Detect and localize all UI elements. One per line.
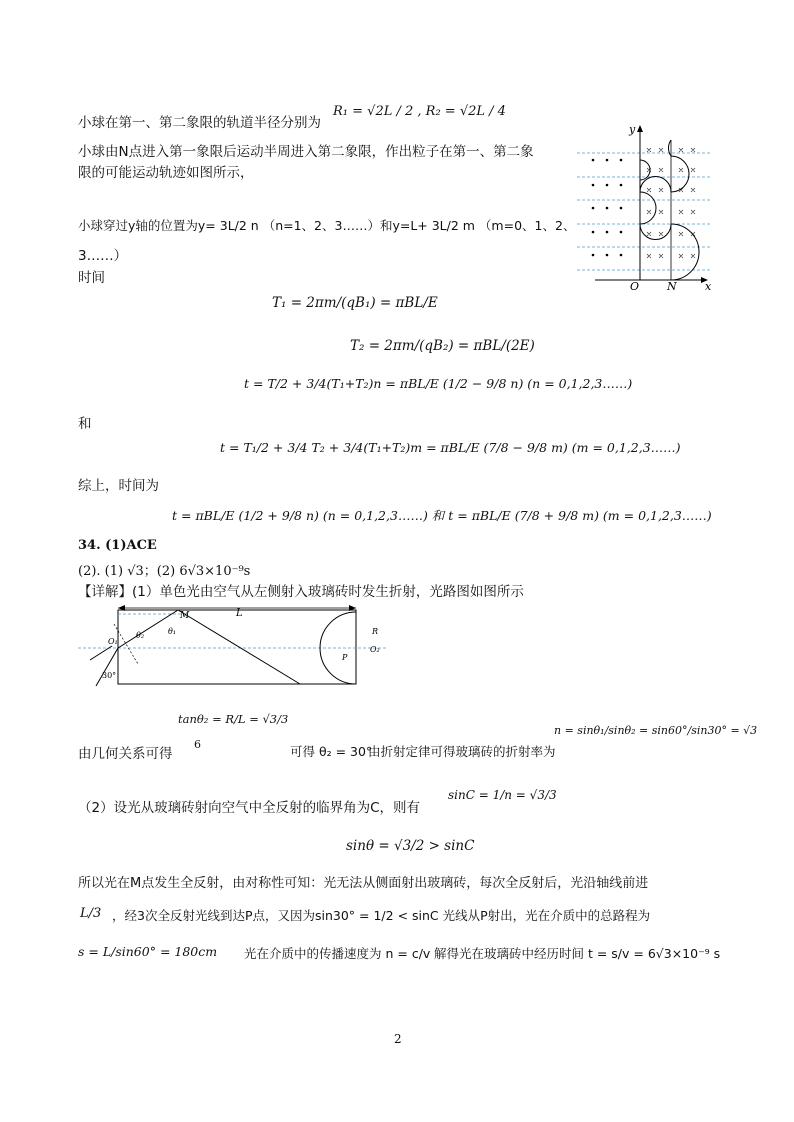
part2-line3-s: s = L/sin60° = 180cm xyxy=(78,944,218,959)
crossing-text-2: 3……） xyxy=(78,248,128,264)
label-y: y xyxy=(629,123,636,136)
label-l: L xyxy=(236,608,243,619)
label-r: R xyxy=(372,627,379,636)
part2-line3-t: 解得光在玻璃砖中经历时间 t = s/v = 6√3×10⁻⁹ s xyxy=(434,946,721,961)
part2-line1: 所以光在M点发生全反射，由对称性可知：光无法从侧面射出玻璃砖，每次全反射后，光沿轴线前进 xyxy=(78,876,649,891)
part2-line2-frac: L/3 xyxy=(80,906,102,921)
q34-part1: 34. (1)ACE xyxy=(78,538,157,553)
label-x: x xyxy=(705,280,712,290)
n-formula: n = sinθ₁/sinθ₂ = sin60°/sin30° = √3 xyxy=(554,724,758,737)
eq-t2: T₂ = 2πm/(qB₂) = πBL/(2E) xyxy=(350,338,535,354)
tan-formula: tanθ₂ = R/L = √3/3 xyxy=(178,712,289,726)
label-n: N xyxy=(667,280,677,290)
trajectory-text-1: 小球由N点进入第一象限后运动半周进入第二象限，作出粒子在第一、第二象 xyxy=(78,144,534,160)
trajectory-figure xyxy=(575,120,715,290)
radius-formula: R₁ = √2L / 2 , R₂ = √2L / 4 xyxy=(333,104,506,119)
label-m: M xyxy=(180,611,190,621)
label-o: O xyxy=(630,280,640,290)
trajectory-text-2: 限的可能运动轨迹如图所示， xyxy=(78,165,254,181)
time-label: 时间 xyxy=(78,270,105,286)
label-o1: O₁ xyxy=(108,637,118,646)
critical-formula: sinC = 1/n = √3/3 xyxy=(448,788,557,802)
light-path-figure xyxy=(78,600,388,692)
eq-and: 和 xyxy=(78,416,92,432)
label-o2: O₂ xyxy=(370,645,380,654)
label-th1: θ₁ xyxy=(168,627,177,636)
eq-t-case1: t = T/2 + 3/4(T₁+T₂)n = πBL/E (1/2 − 9/8 n) (n = 0,1,2,3……) xyxy=(244,376,633,391)
trajectory-arcs xyxy=(640,140,699,280)
label-th2: θ₂ xyxy=(136,631,145,640)
label-p: P xyxy=(342,653,348,662)
crossing-text: 小球穿过y轴的位置为y= 3L/2 n （n=1、2、3……）和y=L+ 3L/2 m （m=0、1、2、 xyxy=(78,218,576,233)
geo-text: 由几何关系可得 xyxy=(78,746,173,762)
tan-den: 6 xyxy=(194,738,201,751)
field-dots xyxy=(592,159,623,257)
part2-line2: ，经3次全反射光线到达P点，又因为sin30° = 1/2 < sinC 光线从P射出，光在介质中的总路程为 xyxy=(112,908,651,923)
q34-detail: 【详解】(1）单色光由空气从左侧射入玻璃砖时发生折射，光路图如图所示 xyxy=(78,584,524,600)
sin-theta: sinθ = √3/2 > sinC xyxy=(346,838,475,854)
eq-summary: 综上，时间为 xyxy=(78,478,159,494)
page-number: 2 xyxy=(394,1032,402,1046)
critical-text: （2）设光从玻璃砖射向空气中全反射的临界角为C，则有 xyxy=(78,800,421,816)
eq-t1: T₁ = 2πm/(qB₁) = πBL/E xyxy=(272,295,438,311)
part2-line3-v: 光在介质中的传播速度为 n = c/v xyxy=(244,946,431,961)
theta-text: 可得 θ₂ = 30° xyxy=(290,744,373,759)
eq-t-case2: t = T₁/2 + 3/4 T₂ + 3/4(T₁+T₂)m = πBL/E (7/8 − 9/8 m) (m = 0,1,2,3……) xyxy=(220,440,681,455)
eq-t-final: t = πBL/E (1/2 + 9/8 n) (n = 0,1,2,3……) 和 t = πBL/E (7/8 + 9/8 m) (m = 0,1,2,3……) xyxy=(172,508,712,523)
label-30: 30° xyxy=(102,671,117,680)
q34-part2: (2). (1) √3；(2) 6√3×10⁻⁹s xyxy=(78,564,251,579)
refraction-text: 由折射定律可得玻璃砖的折射率为 xyxy=(368,744,556,759)
radius-text: 小球在第一、第二象限的轨道半径分别为 xyxy=(78,115,321,131)
